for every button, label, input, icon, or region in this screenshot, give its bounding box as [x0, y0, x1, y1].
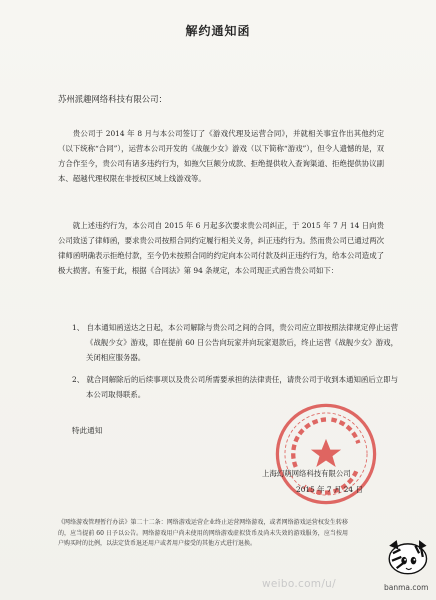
- list-item-1: 1、 自本通知函送达之日起，本公司解除与贵公司之间的合同，贵公司应立即按照法律规定停止运营《战舰少女》游戏，即在提前 60 日公告向玩家并向玩家退款后，终止运营《战舰少女》游戏，关闭相应服务器。: [72, 323, 398, 362]
- addressee: 苏州派趣网络科技有限公司：: [58, 94, 167, 104]
- site-badge: banma.com: [384, 583, 429, 592]
- zebra-mascot-icon: [378, 532, 434, 580]
- closing-line: 特此通知: [72, 426, 103, 435]
- document-title: 解约通知函: [185, 24, 251, 38]
- signer-company: 上海幻萌网络科技有限公司: [262, 469, 351, 478]
- paragraph-2: 就上述违约行为，本公司自 2015 年 6 月起多次要求贵公司纠正，于 2015 年 7 月 14 日向贵公司致送了律师函，要求贵公司按照合同约定履行相关义务，纠正违约行为。然而贵公司已通过两次律师函明确表示拒绝付款，至今仍未按照合同的约定向本公司付款及纠正违约行为，给本公司造成了极大损害。有鉴于此，根据《合同法》第 94 条规定，本公司现正式函告贵公司如下：: [58, 221, 384, 275]
- paragraph-1: 贵公司于 2014 年 8 月与本公司签订了《游戏代理及运营合同》，并就相关事宜作出其他约定（以下统称“合同”），运营本公司开发的《战舰少女》游戏（以下简称“游戏”），但令人遗憾的是，双方合作至今，贵公司有诸多违约行为，如拖欠巨额分成款、拒绝提供收入查询渠道、拒绝提供协议副本、超越代理权限在非授权区域上线游戏等。: [58, 129, 384, 183]
- weibo-watermark: weibo.com/u/: [262, 578, 336, 590]
- list-item-2: 2、 就合同解除后的后续事项以及贵公司所需要承担的法律责任，请贵公司于收到本通知函后立即与本公司取得联系。: [72, 375, 398, 399]
- signature-date: 2015 年 7 月 24 日: [296, 485, 363, 494]
- footnote-regulation: 《网络游戏管理暂行办法》第二十二条：网络游戏运营企业终止运营网络游戏，或者网络游戏运营权发生转移的，应当提前 60 日予以公告。网络游戏用户尚未使用的网络游戏虚拟货币及尚未失效的游戏服务，应当按用户购买时的比例，以法定货币退还用户或者用户接受的其他方式进行退换。: [58, 519, 348, 547]
